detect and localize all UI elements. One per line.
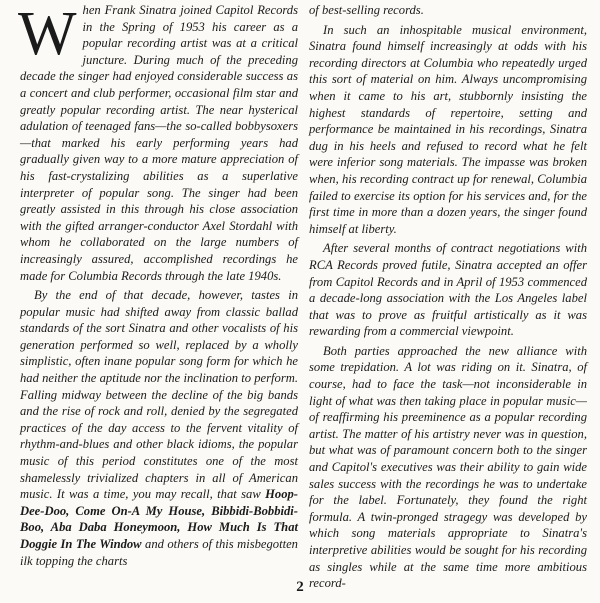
tastes-text: By the end of that decade, however, tastes in popular music had shifted away from classic ballad standards of the sort Sinatra and other vocalists of his generation performed so well, replaced by a wholly simplistic, often inane popular song form for which he had neither the aptitude nor the inclination to perform. Falling midway between the decline of the big bands and the rise of rock and roll, denied by the segregated practices of the day access to the fervent vitality of rhythm-and-blues and other black idioms, the popular music of this period constitutes one of the most shamelessly trivialized chapters in all of American music. It was a time, you may recall, that saw	[20, 288, 298, 502]
paragraph-tastes	[20, 287, 298, 569]
drop-cap: W	[18, 0, 77, 68]
page-number: 2	[296, 579, 304, 595]
tastes-tail: and others of this misbegotten ilk topping the charts	[20, 537, 298, 568]
paragraph-intro	[20, 2, 298, 284]
paragraph-continuation: of best-selling records.	[309, 3, 424, 17]
right-column	[309, 2, 587, 592]
paragraph-rca: After several months of contract negotiations with RCA Records proved futile, Sinatra accepted an offer from Capitol Records and in April of 1953 commenced a decade-long association with the Los Angeles label that was to prove as fruitful artistically as it was rewarding from a commercial viewpoint.	[309, 241, 587, 339]
intro-text: hen Frank Sinatra joined Capitol Records in the Spring of 1953 his career as a popular recording artist was at a critical juncture. During much of the preceding decade the singer had enjoyed considerable success as a concert and club performer, occasional film star and greatly popular recording artist. The near hysterical adulation of teenaged fans—the so-called bobbysoxers—that marked his early performing years had gradually given way to a more mature appreciation of his fast-crystalizing abilities as a superlative interpreter of popular song. The singer had been greatly assisted in this through his close association with the gifted arranger-conductor Axel Stordahl with whom he collaborated on the large numbers of increasingly assured, accomplished recordings he made for Columbia Records through the late 1940s.	[20, 3, 298, 283]
left-column	[20, 2, 298, 569]
song-titles: Hoop-Dee-Doo, Come On-A My House, Bibbidi-Bobbidi-Boo, Aba Daba Honeymoon, How Much Is That Doggie In The Window	[20, 487, 298, 551]
paragraph-alliance: Both parties approached the new alliance with some trepidation. A lot was riding on it. Sinatra, of course, had to face the task—not inconsiderable in light of what was then taking place in popular music—of reaffirming his preeminence as a popular recording artist. The matter of his artistry never was in question, but what was of paramount concern both to the singer and Capitol's executives was their ability to gain wide sales success with the recordings he was to undertake for the label. Fortunately, they found the right formula. A twin-pronged stragegy was developed by which song materials appropriate to Sinatra's interpretive abilities would be sought for his recording as singles while at the same time more ambitious record-	[309, 343, 587, 591]
paragraph-environment: In such an inhospitable musical environment, Sinatra found himself increasingly at odds with his recording directors at Columbia who repeatedly urged this sort of material on him. Always uncompromising when it came to his art, stubbornly insisting the highest standards of repertoire, setting and performance be maintained in his recordings, Sinatra dug in his heels and refused to record what he felt were inferior song materials. The impasse was broken when, his recording contract up for renewal, Columbia failed to exercise its option for his services and, for the first time in more than a dozen years, the singer found himself at liberty.	[309, 22, 587, 236]
